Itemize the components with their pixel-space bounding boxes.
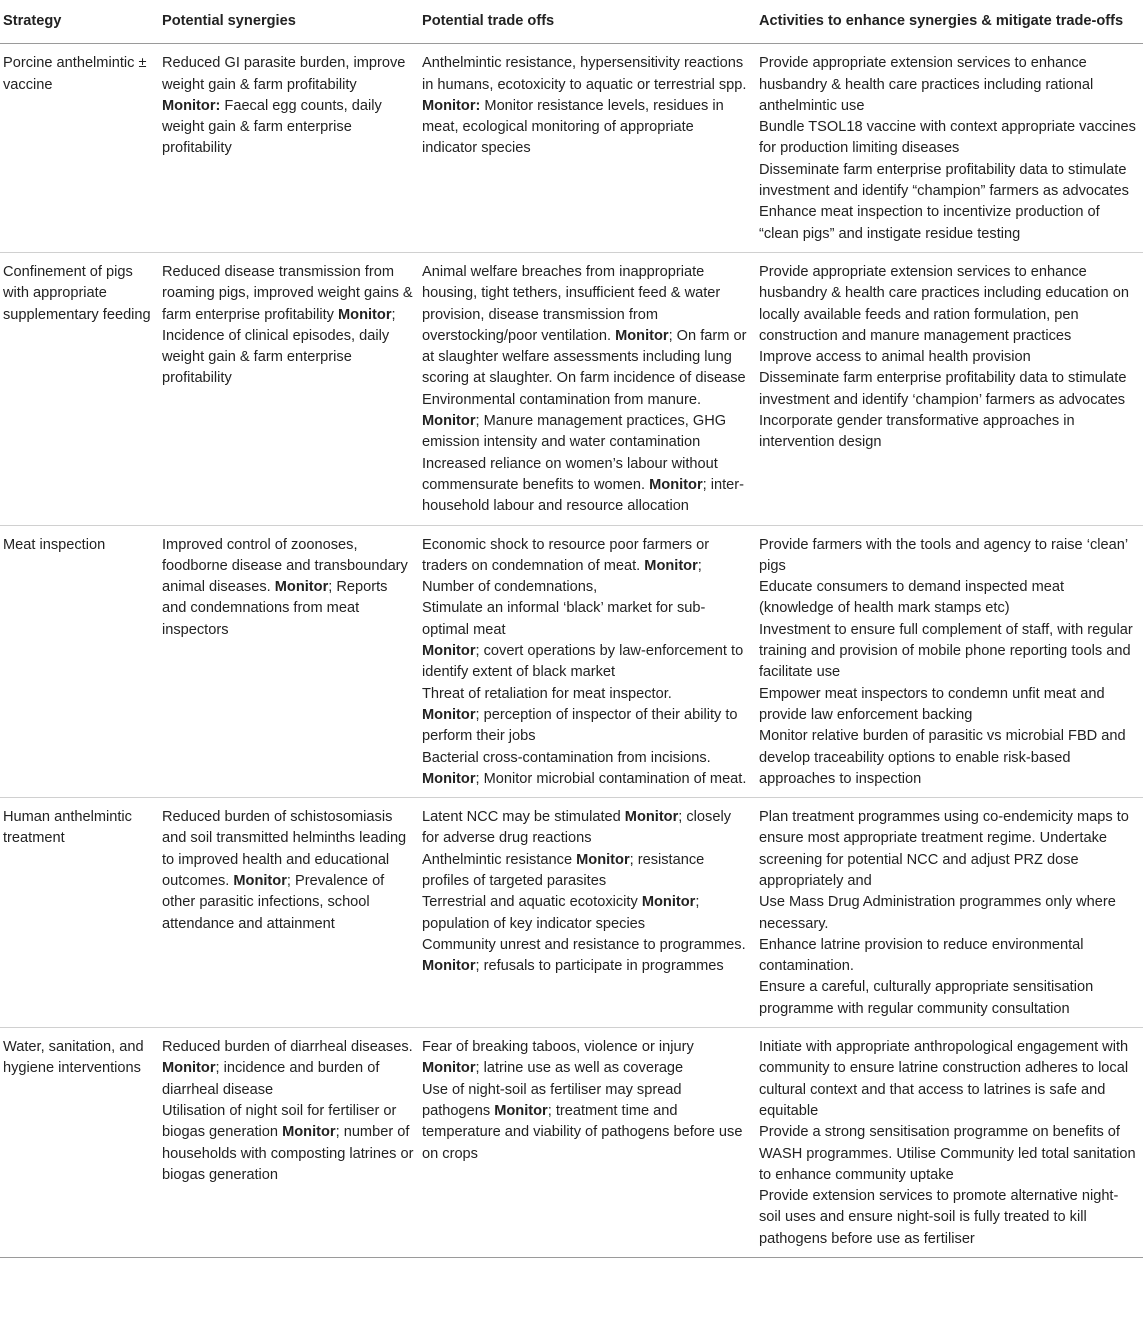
cell-line: [422, 1037, 751, 1058]
cell-line: Human anthelmintic treatment: [3, 809, 132, 847]
monitor-label: Monitor: [641, 894, 696, 911]
monitor-label: Monitor:: [422, 97, 481, 114]
cell-text: Provide appropriate extension services to enhance husbandry & health care practices including education on locally available feeds and ration formulation, pen construction and manure management practices: [759, 263, 1129, 344]
monitor-label: Monitor: [282, 1124, 336, 1141]
cell-activities: [755, 1028, 1143, 1258]
monitor-label: Monitor: [422, 413, 476, 430]
cell-text: Monitor relative burden of parasitic vs microbial FBD and develop traceability options to enable risk-based approaches to inspection: [759, 728, 1126, 787]
cell-line: Water, sanitation, and hygiene interventions: [3, 1039, 144, 1077]
cell-text: ; treatment time and temperature and viability of pathogens before use on crops: [422, 1102, 743, 1162]
table-row: [0, 798, 1143, 1028]
cell-line: [422, 807, 751, 850]
cell-strategy: [0, 1028, 158, 1258]
cell-line: [422, 641, 751, 684]
cell-line: [759, 535, 1139, 578]
monitor-label: Monitor: [422, 643, 476, 660]
cell-text: Community unrest and resistance to programmes.: [422, 936, 746, 953]
cell-synergies: [158, 1028, 418, 1258]
header-synergies: Potential synergies: [158, 0, 418, 44]
cell-activities: [755, 44, 1143, 253]
cell-text: Disseminate farm enterprise profitability data to stimulate investment and identify ‘champion’ farmers as advocates: [759, 370, 1127, 408]
monitor-label: Monitor:: [162, 97, 221, 114]
cell-text: Reduced disease transmission from roaming pigs, improved weight gains & farm enterprise profitability: [162, 263, 413, 323]
cell-line: [759, 807, 1139, 892]
cell-tradeoffs: [418, 525, 755, 798]
monitor-label: Monitor: [422, 1060, 476, 1077]
header-strategy: Strategy: [0, 0, 158, 44]
cell-line: [759, 684, 1139, 727]
cell-text: ; number of households with composting latrines or biogas generation: [162, 1124, 414, 1183]
table-row: [0, 44, 1143, 253]
cell-line: [759, 577, 1139, 620]
cell-line: [422, 53, 751, 96]
cell-line: [759, 620, 1139, 684]
cell-text: Improve access to animal health provision: [759, 349, 1031, 366]
cell-text: Environmental contamination from manure.: [422, 391, 702, 408]
cell-text: ; refusals to participate in programmes: [475, 958, 724, 975]
cell-text: ; perception of inspector of their ability to perform their jobs: [422, 706, 738, 745]
cell-activities: [755, 798, 1143, 1028]
cell-text: Latent NCC may be stimulated: [422, 809, 625, 826]
cell-synergies: [158, 252, 418, 525]
cell-strategy: [0, 252, 158, 525]
cell-line: [759, 892, 1139, 935]
table-header: [0, 0, 1143, 44]
table-row: [0, 525, 1143, 798]
cell-text: Initiate with appropriate anthropological engagement with community to ensure latrine construction adheres to local cultural context and that access to latrines is safe and equitable: [759, 1039, 1129, 1119]
table-body: [0, 44, 1143, 1258]
table-row: [0, 1028, 1143, 1258]
cell-text: Anthelmintic resistance: [422, 851, 577, 868]
cell-text: Improved control of zoonoses, foodborne disease and transboundary animal diseases.: [162, 536, 408, 596]
cell-text: ; population of key indicator species: [422, 894, 700, 932]
cell-text: ; closely for adverse drug reactions: [422, 809, 731, 847]
cell-text: Monitor resistance levels, residues in meat, ecological monitoring of appropriate indicator species: [422, 97, 724, 157]
cell-line: [422, 850, 751, 893]
cell-line: [759, 726, 1139, 790]
cell-synergies: [158, 525, 418, 798]
cell-line: [422, 390, 751, 454]
cell-activities: [755, 252, 1143, 525]
cell-text: Investment to ensure full complement of staff, with regular training and provision of mobile phone reporting tools and facilitate use: [759, 621, 1133, 681]
cell-line: [422, 454, 751, 518]
cell-line: [422, 684, 751, 705]
cell-line: [759, 53, 1139, 117]
cell-text: Use Mass Drug Administration programmes only where necessary.: [759, 894, 1116, 932]
monitor-label: Monitor: [162, 1060, 216, 1077]
cell-line: [162, 262, 414, 390]
cell-text: Fear of breaking taboos, violence or injury: [422, 1039, 694, 1056]
cell-line: [422, 892, 751, 935]
monitor-label: Monitor: [422, 958, 476, 975]
cell-text: Disseminate farm enterprise profitability data to stimulate investment and identify “champion” farmers as advocates: [759, 161, 1129, 200]
cell-line: [759, 977, 1139, 1020]
monitor-label: Monitor: [422, 706, 476, 723]
monitor-label: Monitor: [624, 809, 679, 826]
cell-text: ; incidence and burden of diarrheal disease: [162, 1060, 380, 1098]
cell-synergies: [158, 44, 418, 253]
cell-line: [422, 935, 751, 978]
cell-text: Stimulate an informal ‘black’ market for sub-optimal meat: [422, 600, 706, 638]
cell-line: [162, 535, 414, 641]
cell-text: Provide a strong sensitisation programme on benefits of WASH programmes. Utilise Community led total sanitation to enhance community uptake: [759, 1124, 1136, 1183]
cell-text: ; Incidence of clinical episodes, daily weight gain & farm enterprise profitability: [162, 306, 396, 387]
cell-strategy: [0, 525, 158, 798]
cell-text: Ensure a careful, culturally appropriate sensitisation programme with regular community consultation: [759, 979, 1094, 1017]
cell-line: [162, 1037, 414, 1101]
cell-tradeoffs: [418, 252, 755, 525]
cell-line: [759, 347, 1139, 368]
monitor-label: Monitor: [274, 579, 329, 596]
cell-line: [162, 53, 414, 159]
monitor-label: Monitor: [576, 851, 630, 868]
cell-line: [162, 1101, 414, 1186]
cell-line: Confinement of pigs with appropriate supplementary feeding: [3, 263, 151, 323]
cell-text: Provide farmers with the tools and agency to raise ‘clean’ pigs: [759, 536, 1128, 574]
cell-line: [759, 262, 1139, 347]
cell-text: ; Prevalence of other parasitic infections, school attendance and attainment: [162, 872, 385, 932]
cell-text: Threat of retaliation for meat inspector.: [422, 685, 672, 702]
cell-strategy: [0, 44, 158, 253]
cell-text: Enhance meat inspection to incentivize production of “clean pigs” and instigate residue testing: [759, 204, 1100, 242]
cell-line: [759, 368, 1139, 411]
cell-text: ; Manure management practices, GHG emission intensity and water contamination: [422, 413, 727, 451]
cell-text: Anthelmintic resistance, hypersensitivity reactions in humans, ecotoxicity to aquatic or terrestrial spp.: [422, 55, 747, 93]
cell-strategy: [0, 798, 158, 1028]
cell-text: Terrestrial and aquatic ecotoxicity: [422, 894, 642, 911]
cell-text: Reduced GI parasite burden, improve weight gain & farm profitability: [162, 55, 406, 93]
monitor-label: Monitor: [338, 306, 392, 323]
cell-line: [422, 1058, 751, 1079]
table-row: [0, 252, 1143, 525]
cell-line: Meat inspection: [3, 536, 106, 553]
monitor-label: Monitor: [233, 872, 287, 889]
cell-line: [422, 705, 751, 748]
header-row: [0, 0, 1143, 44]
cell-text: Increased reliance on women’s labour without commensurate benefits to women.: [422, 455, 718, 493]
cell-line: [162, 807, 414, 935]
cell-text: ; inter-household labour and resource allocation: [422, 476, 744, 515]
cell-text: Provide appropriate extension services to enhance husbandry & health care practices including rational anthelmintic use: [759, 55, 1094, 114]
cell-text: ; On farm or at slaughter welfare assessments including lung scoring at slaughter. On farm incidence of disease: [422, 327, 747, 387]
cell-text: ; resistance profiles of targeted parasites: [422, 851, 705, 889]
cell-text: Enhance latrine provision to reduce environmental contamination.: [759, 936, 1084, 975]
cell-activities: [755, 525, 1143, 798]
cell-text: Animal welfare breaches from inappropriate housing, tight tethers, insufficient feed & water provision, disease transmission from overstocking/poor ventilation.: [422, 263, 721, 344]
cell-text: Bundle TSOL18 vaccine with context appropriate vaccines for production limiting diseases: [759, 119, 1136, 157]
cell-line: [422, 535, 751, 599]
cell-line: [759, 117, 1139, 160]
cell-text: Faecal egg counts, daily weight gain & farm enterprise profitability: [162, 97, 382, 157]
cell-line: [759, 160, 1139, 203]
cell-text: Provide extension services to promote alternative night-soil uses and ensure night-soil is fully treated to kill pathogens before use as fertiliser: [759, 1188, 1119, 1247]
cell-tradeoffs: [418, 1028, 755, 1258]
cell-text: Bacterial cross-contamination from incisions.: [422, 749, 711, 766]
cell-line: [759, 1122, 1139, 1186]
cell-line: [759, 1037, 1139, 1122]
cell-text: Economic shock to resource poor farmers or traders on condemnation of meat.: [422, 536, 710, 574]
cell-line: [422, 748, 751, 769]
cell-line: [759, 1186, 1139, 1250]
cell-line: [422, 96, 751, 160]
monitor-label: Monitor: [649, 476, 703, 493]
cell-text: ; covert operations by law-enforcement to identify extent of black market: [422, 643, 744, 681]
cell-tradeoffs: [418, 44, 755, 253]
cell-text: Educate consumers to demand inspected meat (knowledge of health mark stamps etc): [759, 579, 1065, 617]
cell-text: ; Reports and condemnations from meat inspectors: [162, 579, 388, 638]
cell-line: [422, 262, 751, 390]
cell-text: ; Monitor microbial contamination of meat.: [475, 770, 747, 787]
cell-tradeoffs: [418, 798, 755, 1028]
monitor-label: Monitor: [422, 770, 476, 787]
cell-line: [759, 935, 1139, 978]
cell-text: Reduced burden of diarrheal diseases.: [162, 1039, 413, 1056]
header-tradeoffs: Potential trade offs: [418, 0, 755, 44]
monitor-label: Monitor: [494, 1102, 548, 1119]
cell-text: ; latrine use as well as coverage: [475, 1060, 684, 1077]
cell-text: Use of night-soil as fertiliser may spread pathogens: [422, 1081, 682, 1119]
cell-synergies: [158, 798, 418, 1028]
monitor-label: Monitor: [644, 557, 698, 574]
cell-line: [422, 598, 751, 641]
cell-text: Reduced burden of schistosomiasis and soil transmitted helminths leading to improved health and educational outcomes.: [162, 809, 407, 889]
cell-line: Porcine anthelmintic ± vaccine: [3, 55, 147, 93]
cell-line: [422, 1080, 751, 1165]
cell-text: Plan treatment programmes using co-endemicity maps to ensure most appropriate treatment regime. Undertake screening for potential NCC and adjust PRZ dose appropriately and: [759, 809, 1129, 889]
cell-line: [422, 769, 751, 790]
cell-text: Empower meat inspectors to condemn unfit meat and provide law enforcement backing: [759, 685, 1105, 723]
monitor-label: Monitor: [615, 327, 669, 344]
cell-text: Utilisation of night soil for fertiliser or biogas generation: [162, 1102, 397, 1141]
header-activities: Activities to enhance synergies & mitigate trade-offs: [755, 0, 1143, 44]
cell-text: ; Number of condemnations,: [422, 557, 702, 596]
cell-line: [759, 202, 1139, 245]
cell-text: Incorporate gender transformative approaches in intervention design: [759, 413, 1075, 451]
cell-line: [759, 411, 1139, 454]
